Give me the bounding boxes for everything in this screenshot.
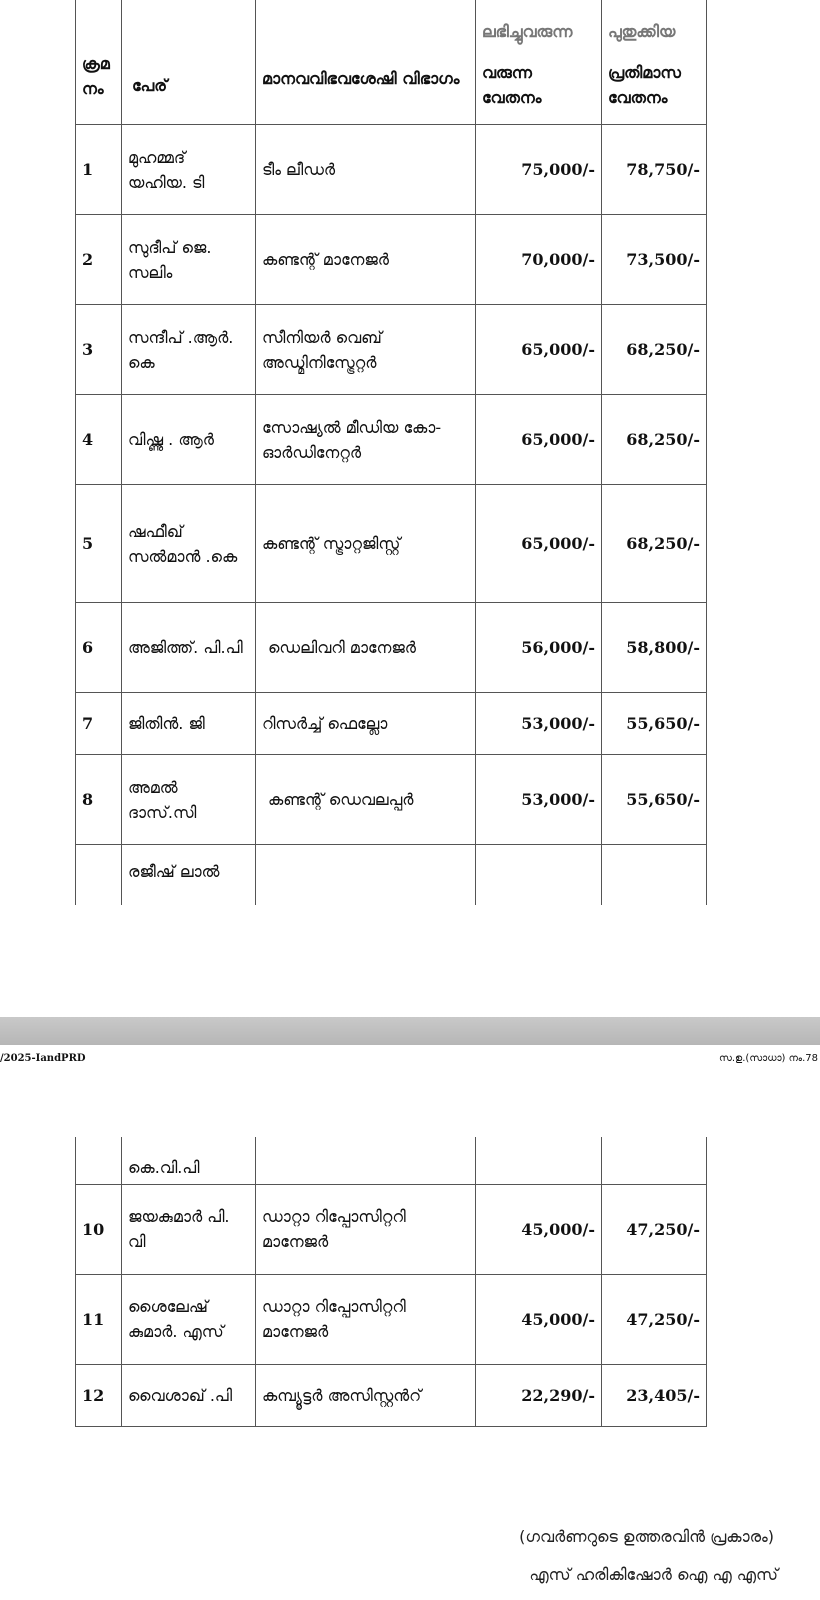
row-3-serial: 3 xyxy=(76,305,122,395)
page-divider xyxy=(0,1017,820,1045)
header-revised-salary-label: പ്രതിമാസ വേതനം xyxy=(608,62,681,107)
row-7-current: 53,000/- xyxy=(476,693,602,755)
row-10-designation: ഡാറ്റാ റിപ്പോസിറ്ററി മാനേജർ xyxy=(256,1184,476,1274)
row-6-designation: ഡെലിവറി മാനേജർ xyxy=(256,603,476,693)
row-3-revised: 68,250/- xyxy=(602,305,707,395)
row-7-revised: 55,650/- xyxy=(602,693,707,755)
row-6-current: 56,000/- xyxy=(476,603,602,693)
row-7-designation: റിസർച്ച് ഫെല്ലോ xyxy=(256,693,476,755)
document-page-2 xyxy=(0,1045,820,1600)
row-9-current-continued xyxy=(476,1137,602,1184)
table-row-continued xyxy=(76,1137,707,1184)
table-row xyxy=(76,755,707,845)
row-9-designation-continued xyxy=(256,1137,476,1184)
header-current-salary xyxy=(476,0,602,125)
table-row xyxy=(76,485,707,603)
row-12-name: വൈശാഖ് .പി xyxy=(122,1364,256,1426)
row-12-revised: 23,405/- xyxy=(602,1364,707,1426)
table-row xyxy=(76,1364,707,1426)
row-4-revised: 68,250/- xyxy=(602,395,707,485)
row-7-name: ജിതിൻ. ജി xyxy=(122,693,256,755)
row-5-current: 65,000/- xyxy=(476,485,602,603)
row-2-revised: 73,500/- xyxy=(602,215,707,305)
row-9-serial-continued xyxy=(76,1137,122,1184)
row-9-revised-continued xyxy=(602,1137,707,1184)
reference-right: സ.ഉ.(സാധാ) നം.78 xyxy=(719,1053,818,1064)
header-designation: മാനവവിഭവശേഷി വിഭാഗം xyxy=(256,0,476,125)
row-4-current: 65,000/- xyxy=(476,395,602,485)
row-3-name: സന്ദീപ് .ആർ. കെ xyxy=(122,305,256,395)
header-serial: ക്രമ നം xyxy=(76,0,122,125)
row-6-serial: 6 xyxy=(76,603,122,693)
row-1-designation: ടീം ലീഡർ xyxy=(256,125,476,215)
signatory-name: എസ് ഹരികിഷോർ ഐ എ എസ് xyxy=(529,1565,778,1584)
row-12-current: 22,290/- xyxy=(476,1364,602,1426)
row-4-designation: സോഷ്യൽ മീഡിയ കോ-ഓർഡിനേറ്റർ xyxy=(256,395,476,485)
row-3-designation: സീനിയർ വെബ് അഡ്മിനിസ്ട്രേറ്റർ xyxy=(256,305,476,395)
row-1-serial: 1 xyxy=(76,125,122,215)
table-row xyxy=(76,215,707,305)
table-row xyxy=(76,1184,707,1274)
row-5-designation: കണ്ടന്റ് സ്ട്രാറ്റജിസ്റ്റ് xyxy=(256,485,476,603)
row-4-serial: 4 xyxy=(76,395,122,485)
table-row xyxy=(76,693,707,755)
reference-left: /2025-IandPRD xyxy=(0,1053,86,1064)
page-gap xyxy=(0,905,820,1017)
row-12-designation: കമ്പ്യൂട്ടർ അസിസ്റ്റൻറ് xyxy=(256,1364,476,1426)
salary-table-part-1 xyxy=(75,0,707,935)
row-8-serial: 8 xyxy=(76,755,122,845)
row-3-current: 65,000/- xyxy=(476,305,602,395)
header-current-salary-cut: ലഭിച്ചുവരുന്ന xyxy=(482,22,573,41)
row-6-revised: 58,800/- xyxy=(602,603,707,693)
row-12-serial: 12 xyxy=(76,1364,122,1426)
header-name: പേര് xyxy=(122,0,256,125)
row-9-name-part1: രജീഷ് ലാൽ xyxy=(122,845,256,935)
row-8-current: 53,000/- xyxy=(476,755,602,845)
header-revised-salary xyxy=(602,0,707,125)
table-row xyxy=(76,125,707,215)
row-11-designation: ഡാറ്റാ റിപ്പോസിറ്ററി മാനേജർ xyxy=(256,1274,476,1364)
row-5-serial: 5 xyxy=(76,485,122,603)
table-row xyxy=(76,603,707,693)
row-6-name: അജിത്ത്. പി.പി xyxy=(122,603,256,693)
row-11-name: ശൈലേഷ് കുമാർ. എസ് xyxy=(122,1274,256,1364)
table-header-row xyxy=(76,0,707,125)
row-11-serial: 11 xyxy=(76,1274,122,1364)
row-11-revised: 47,250/- xyxy=(602,1274,707,1364)
row-8-name: അമൽ ദാസ്.സി xyxy=(122,755,256,845)
row-11-current: 45,000/- xyxy=(476,1274,602,1364)
header-revised-salary-cut: പുതുക്കിയ xyxy=(608,22,676,41)
row-2-serial: 2 xyxy=(76,215,122,305)
table-row xyxy=(76,395,707,485)
row-2-name: സുദീപ് ജെ. സലിം xyxy=(122,215,256,305)
table-row xyxy=(76,305,707,395)
row-10-name: ജയകുമാർ പി. വി xyxy=(122,1184,256,1274)
row-10-current: 45,000/- xyxy=(476,1184,602,1274)
row-2-current: 70,000/- xyxy=(476,215,602,305)
row-1-name: മുഹമ്മദ് യഹിയ. ടി xyxy=(122,125,256,215)
row-5-revised: 68,250/- xyxy=(602,485,707,603)
row-10-serial: 10 xyxy=(76,1184,122,1274)
row-1-current: 75,000/- xyxy=(476,125,602,215)
header-current-salary-label: വരുന്ന വേതനം xyxy=(482,62,542,107)
row-4-name: വിഷ്ണു . ആർ xyxy=(122,395,256,485)
row-7-serial: 7 xyxy=(76,693,122,755)
governor-order-line: (ഗവർണറുടെ ഉത്തരവിൻ പ്രകാരം) xyxy=(519,1527,774,1546)
table-row xyxy=(76,1274,707,1364)
row-8-revised: 55,650/- xyxy=(602,755,707,845)
row-9-name-part2: കെ.വി.പി xyxy=(122,1137,256,1184)
row-1-revised: 78,750/- xyxy=(602,125,707,215)
row-2-designation: കണ്ടന്റ് മാനേജർ xyxy=(256,215,476,305)
row-5-name: ഷഫീഖ് സൽമാൻ .കെ xyxy=(122,485,256,603)
row-8-designation: കണ്ടന്റ് ഡെവലപ്പർ xyxy=(256,755,476,845)
salary-table-part-2 xyxy=(75,1137,707,1427)
row-10-revised: 47,250/- xyxy=(602,1184,707,1274)
